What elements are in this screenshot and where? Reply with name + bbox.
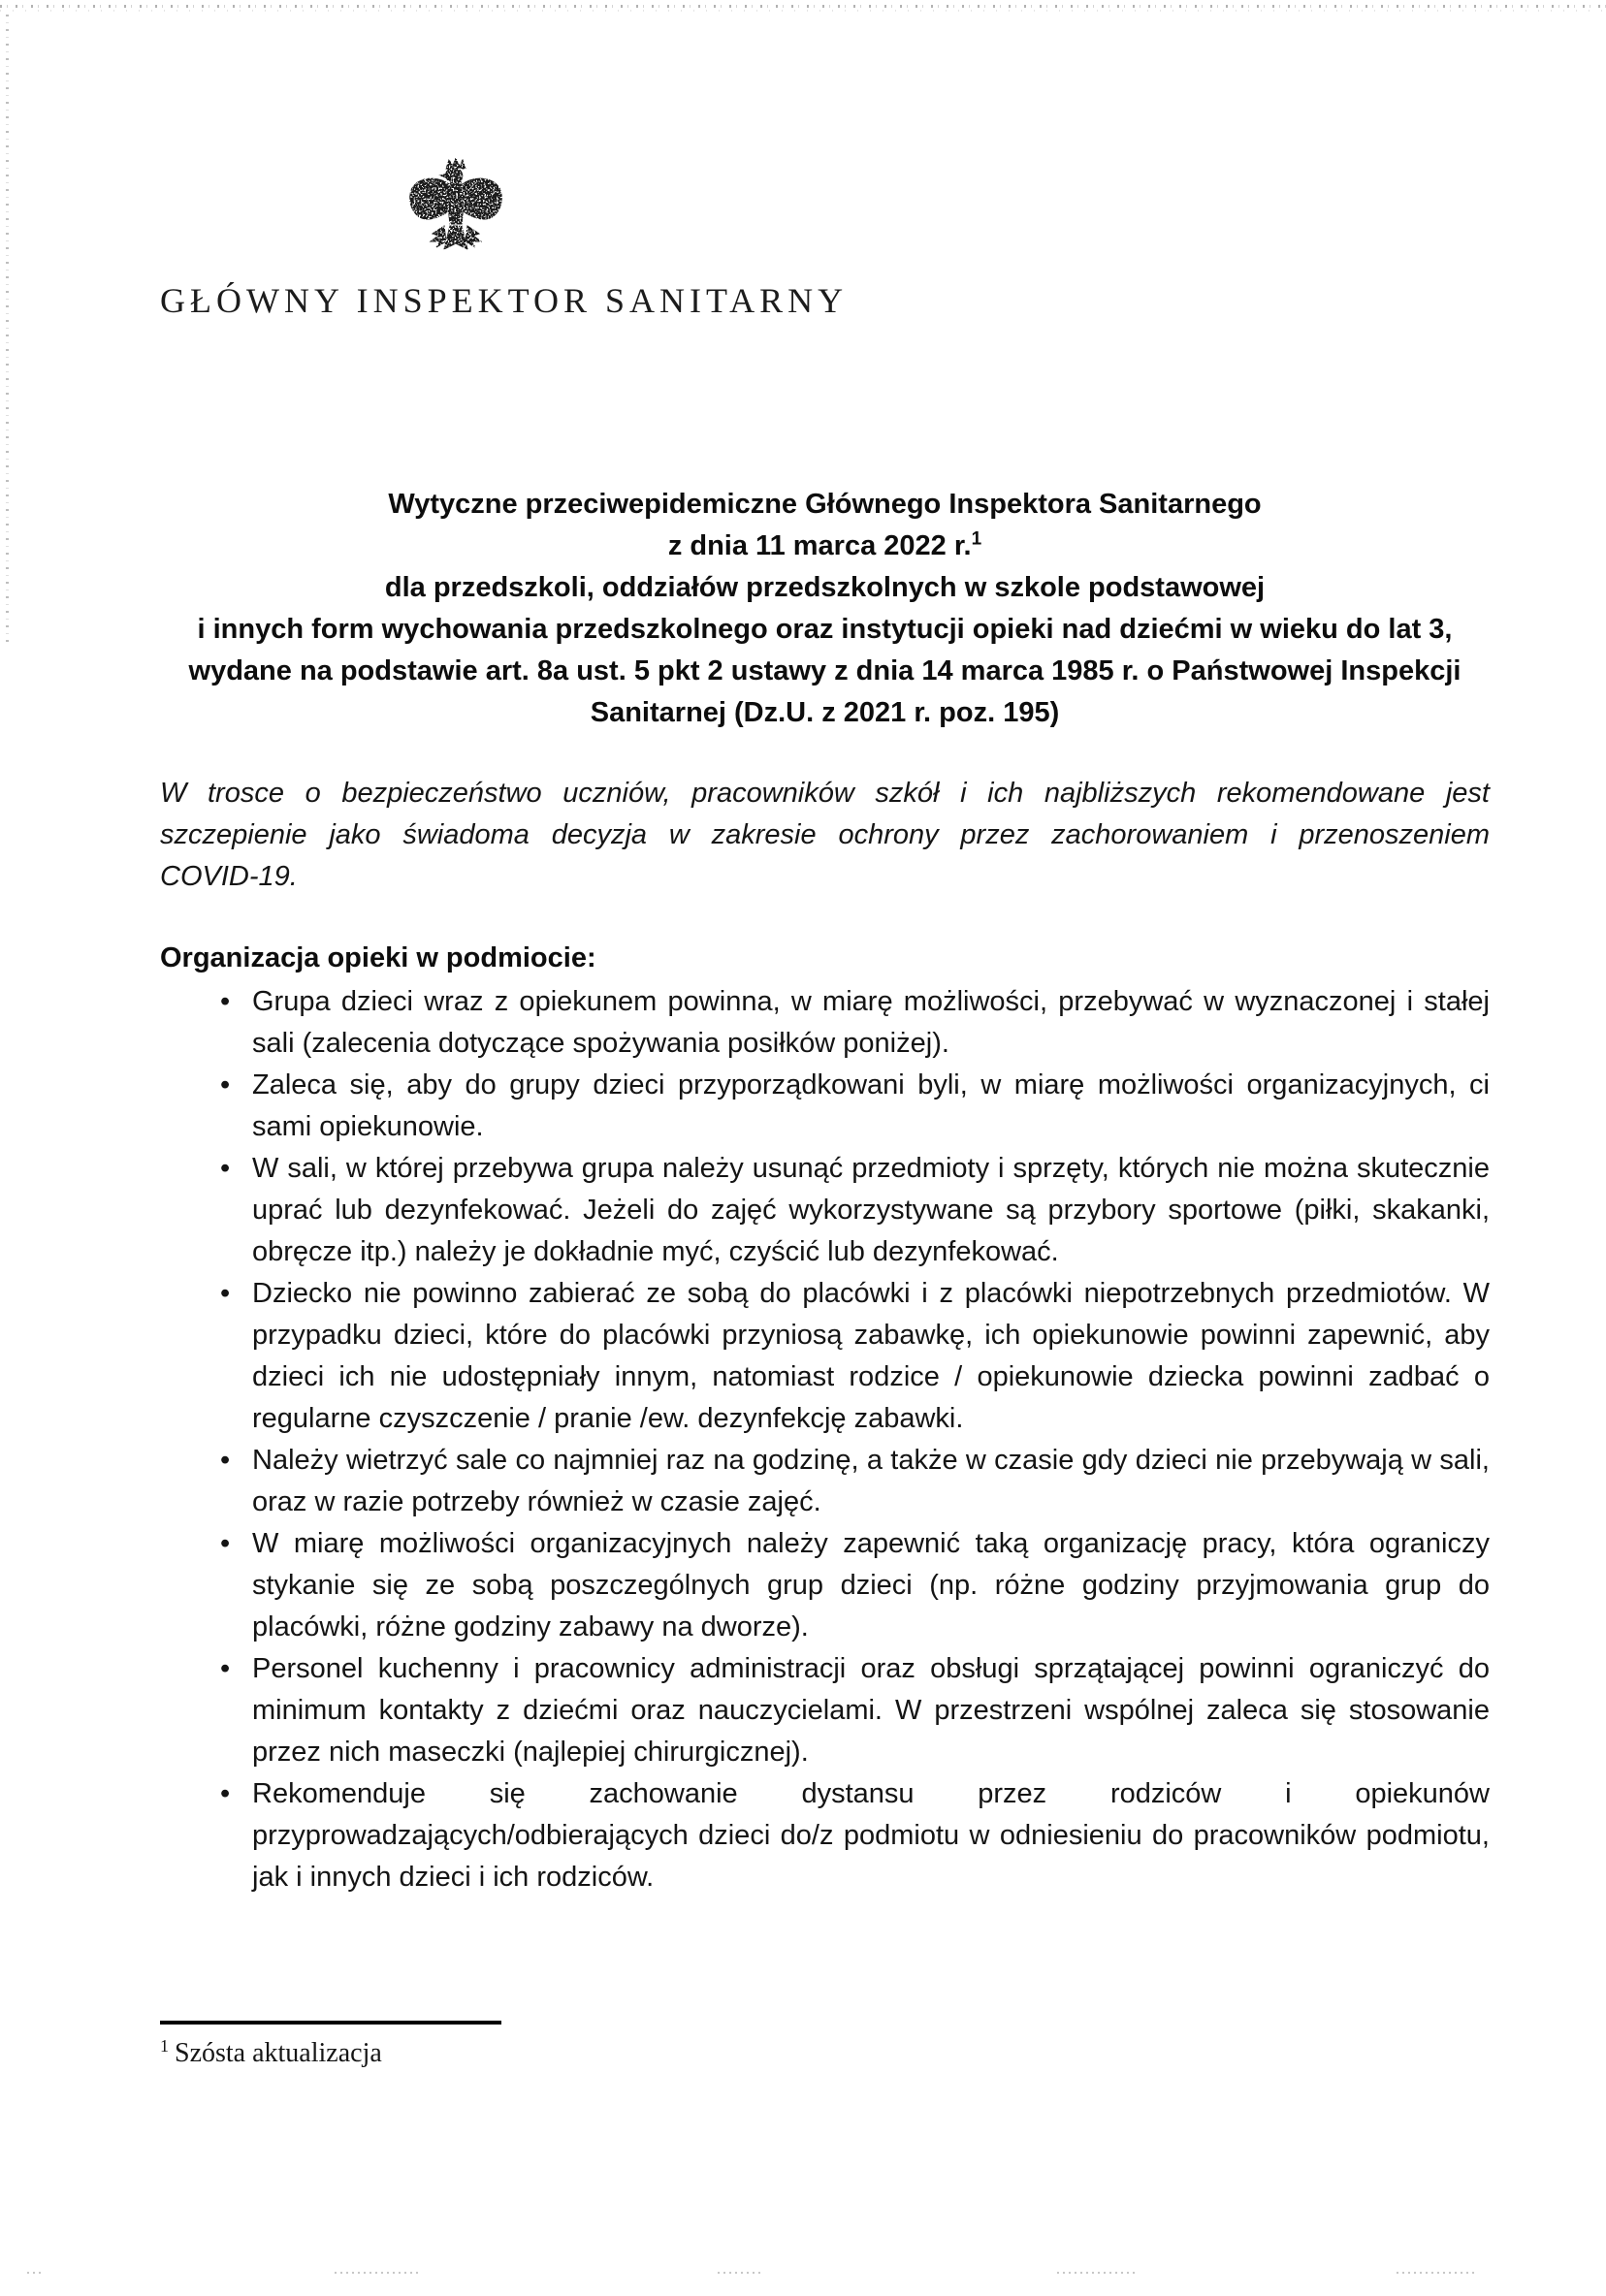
title-line-2: z dnia 11 marca 2022 r.$^1$: [667, 528, 982, 561]
scan-noise-bottom: [718, 2272, 762, 2274]
bullet-item: • Dziecko nie powinno zabierać ze sobą do placówki i z placówki niepotrzebnych przedmiotów. W przypadku dzieci, które do placówki przyniosą zabawkę, ich opiekunowie powinni zapewnić, aby dzieci ich nie udostępniały innym, natomiast rodzice / opiekunowie dziecka powinni zadbać o regularne czyszczenie / pranie /ew. dezynfekcję zabawki.: [252, 1273, 1490, 1440]
footnote-text: $^1$ Szósta aktualizacja: [160, 2035, 382, 2068]
title-line-5: wydane na podstawie art. 8a ust. 5 pkt 2 ustawy z dnia 14 marca 1985 r. o Państwowej Inspekcji: [188, 655, 1461, 686]
document-content: [0, 158, 1606, 2069]
bullet-item: • Rekomenduje się zachowanie dystansu przez rodziców i opiekunów przyprowadzających/odbierających dzieci do/z podmiotu w odniesieniu do pracowników podmiotu, jak i innych dzieci i ich rodziców.: [252, 1773, 1490, 1898]
footnote-marker: 1: [160, 2035, 169, 2056]
bullet-item: • Grupa dzieci wraz z opiekunem powinna, w miarę możliwości, przebywać w wyznaczonej i stałej sali (zalecenia dotyczące spożywania posiłków poniżej).: [252, 981, 1490, 1065]
title-line-3: dla przedszkoli, oddziałów przedszkolnych w szkole podstawowej: [384, 572, 1266, 603]
vaccination-recommendation-paragraph: W trosce o bezpieczeństwo uczniów, pracowników szkół i ich najbliższych rekomendowane jest szczepienie jako świadoma decyzja w zakresie ochrony przez zachorowaniem i przenoszeniem COVID-19.: [160, 778, 1490, 892]
bullet-item: • Personel kuchenny i pracownicy administracji oraz obsługi sprzątającej powinni ograniczyć do minimum kontakty z dziećmi oraz nauczycielami. W przestrzeni wspólnej zaleca się stosowanie przez nich maseczki (najlepiej chirurgicznej).: [252, 1648, 1490, 1773]
guidelines-bullet-list: [160, 981, 1490, 1898]
bullet-item: • Należy wietrzyć sale co najmniej raz na godzinę, a także w czasie gdy dzieci nie przebywają w sali, oraz w razie potrzeby również w czasie zajęć.: [252, 1440, 1490, 1523]
scan-noise-bottom: [1057, 2272, 1135, 2274]
bullet-item: • W sali, w której przebywa grupa należy usunąć przedmioty i sprzęty, których nie można skutecznie uprać lub dezynfekować. Jeżeli do zajęć wykorzystywane są przybory sportowe (piłki, skakanki, obręcze itp.) należy je dokładnie myć, czyścić lub dezynfekować.: [252, 1148, 1490, 1273]
scan-noise-top-secondary: [0, 10, 1606, 12]
bullet-item: • W miarę możliwości organizacyjnych należy zapewnić taką organizację pracy, która ograniczy stykanie się ze sobą poszczególnych grup dzieci (np. różne godziny przyjmowania grup do placówki, różne godziny zabawy na dworze).: [252, 1523, 1490, 1648]
scan-noise-bottom: [1397, 2272, 1478, 2274]
footnote-reference-mark: 1: [971, 528, 982, 550]
document-title: [160, 484, 1490, 734]
polish-eagle-emblem: [405, 158, 506, 267]
scan-noise-bottom: [27, 2272, 41, 2274]
title-line-6: Sanitarnej (Dz.U. z 2021 r. poz. 195): [590, 697, 1060, 728]
footnote-area: [160, 2021, 1490, 2069]
footnote-separator-rule: [160, 2021, 501, 2025]
scan-noise-bottom: [335, 2272, 422, 2274]
bullet-item: • Zaleca się, aby do grupy dzieci przyporządkowani byli, w miarę możliwości organizacyjnych, ci sami opiekunowie.: [252, 1065, 1490, 1148]
title-line-1: Wytyczne przeciwepidemiczne Głównego Inspektora Sanitarnego: [388, 489, 1262, 520]
section-heading: Organizacja opieki w podmiocie:: [160, 942, 596, 973]
letterhead-title: GŁÓWNY INSPEKTOR SANITARNY: [160, 281, 849, 320]
scan-noise-top: [0, 5, 1606, 8]
title-line-4: i innych form wychowania przedszkolnego oraz instytucji opieki nad dziećmi w wieku do lat 3,: [197, 614, 1453, 645]
